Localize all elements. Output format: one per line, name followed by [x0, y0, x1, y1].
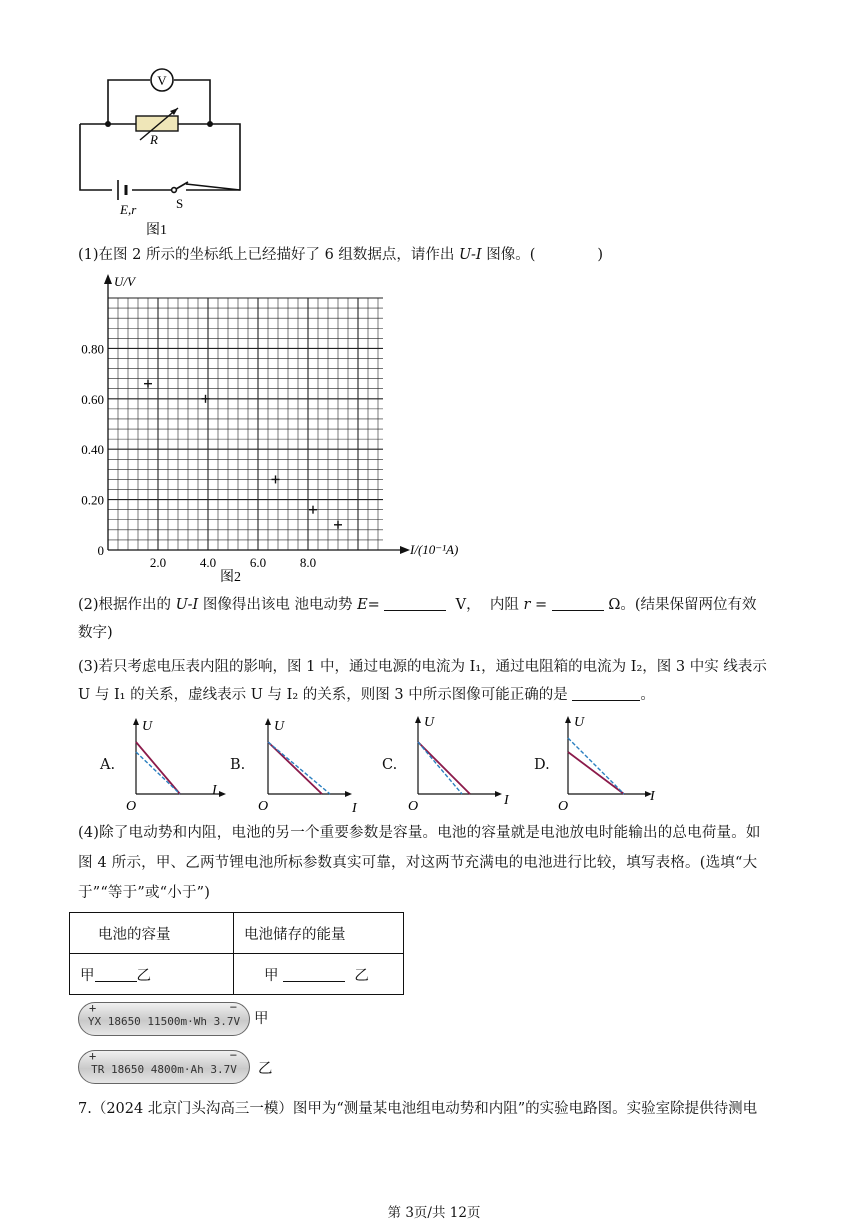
cell-capacity: 甲 乙 — [70, 954, 234, 995]
data-point — [144, 380, 152, 388]
question-1: (1)在图 2 所示的坐标纸上已经描好了 6 组数据点，请作出 U-I 图像。( ) — [78, 247, 604, 263]
battery-yi-name: 乙 — [258, 1061, 273, 1077]
option-b-u: U — [274, 719, 285, 734]
y-tick-label: 0 — [97, 543, 104, 558]
option-d-graph — [556, 712, 666, 812]
x-tick-label: 4.0 — [199, 555, 217, 570]
option-b-o: O — [258, 799, 269, 812]
answer-blank-emf[interactable] — [384, 594, 446, 611]
option-d-u: U — [574, 715, 585, 730]
resistor-label: R — [150, 132, 158, 147]
option-c-u: U — [424, 715, 435, 730]
answer-blank-capacity[interactable] — [95, 965, 137, 982]
question-7: 7.（2024 北京门头沟高三一模）图甲为“测量某电池组电动势和内阻”的实验电路图。实验室除提供待测电 — [78, 1101, 758, 1117]
option-b-graph — [256, 716, 366, 812]
option-a-i: I — [212, 783, 217, 798]
question-3-line2: U 与 I₁ 的关系，虚线表示 U 与 I₂ 的关系，则图 3 中所示图像可能正确的是 。 — [78, 684, 655, 706]
y-tick-label: 0.80 — [81, 341, 104, 357]
option-d-label: D. — [534, 757, 550, 773]
battery-jia: + − YX 18650 11500m·Wh 3.7V — [78, 1002, 250, 1036]
answer-blank-graph[interactable] — [572, 684, 640, 701]
question-2-line2: 数字) — [78, 625, 113, 641]
option-d-i: I — [650, 789, 655, 804]
x-axis-label: I/(10⁻¹A) — [410, 542, 459, 557]
header-capacity: 电池的容量 — [70, 913, 234, 954]
figure2-caption: 图2 — [220, 570, 241, 585]
battery-yi: + − TR 18650 4800m·Ah 3.7V — [78, 1050, 250, 1084]
data-point — [334, 521, 342, 529]
option-c-o: O — [408, 799, 419, 812]
option-c-i: I — [504, 793, 509, 808]
option-a-graph — [124, 716, 234, 812]
battery-label: E,r — [120, 202, 137, 217]
option-b-i: I — [352, 801, 357, 812]
switch-label: S — [176, 196, 184, 211]
option-d-o: O — [558, 799, 569, 812]
y-tick-label: 0.20 — [81, 492, 104, 508]
cell-energy: 甲 乙 — [234, 954, 404, 995]
coordinate-grid-chart — [70, 268, 490, 588]
x-tick-label: 8.0 — [299, 555, 317, 570]
voltmeter-label: V — [157, 73, 167, 88]
x-tick-label: 6.0 — [249, 555, 267, 570]
page-number: 第 3页/共 12页 — [387, 1205, 481, 1221]
option-a-o: O — [126, 799, 137, 812]
answer-blank-resistance[interactable] — [552, 594, 604, 611]
battery-jia-name: 甲 — [254, 1011, 269, 1027]
question-3-line1: (3)若只考虑电压表内阻的影响，图 1 中，通过电源的电流为 I₁，通过电阻箱的电流为 I₂，图 3 中实 线表示 — [78, 659, 767, 675]
data-point — [309, 506, 317, 514]
option-c-graph — [406, 712, 516, 812]
y-tick-label: 0.60 — [81, 391, 104, 407]
option-b-label: B. — [230, 757, 246, 773]
circuit-diagram — [70, 62, 255, 242]
y-axis-label: U/V — [114, 274, 135, 289]
header-energy: 电池储存的能量 — [234, 913, 404, 954]
question-2: (2)根据作出的 U-I 图像得出该电 池电动势 E= V， 内阻 r = Ω。(结果保留两位有效 — [78, 594, 757, 616]
option-a-u: U — [142, 719, 153, 734]
option-c-label: C. — [382, 757, 398, 773]
x-tick-label: 2.0 — [149, 555, 167, 570]
y-tick-label: 0.40 — [81, 442, 104, 458]
comparison-table — [69, 912, 404, 995]
option-a-label: A. — [100, 757, 116, 773]
figure1-caption: 图1 — [146, 223, 167, 238]
option-graphs — [94, 712, 694, 812]
answer-blank-energy[interactable] — [283, 965, 345, 982]
question-4: (4)除了电动势和内阻，电池的另一个重要参数是容量。电池的容量就是电池放电时能输出的总电荷量。如 图 4 所示，甲、乙两节锂电池所标参数真实可靠，对这两节充满电的电池进行比较，填写表格。(选填“大 于”“等于”或“小于”) — [78, 825, 761, 901]
